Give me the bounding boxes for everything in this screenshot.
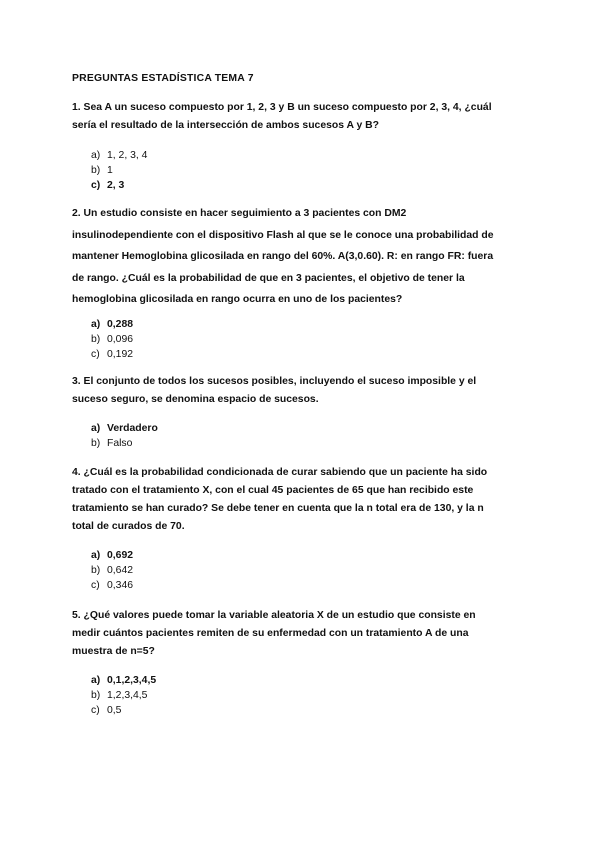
question-text-line: total de curados de 70.: [72, 520, 185, 532]
question-text-line: muestra de n=5?: [72, 645, 155, 657]
question-text-line: suceso seguro, se denomina espacio de sucesos.: [72, 393, 319, 405]
option-b: [91, 163, 540, 178]
option-text: Verdadero: [107, 422, 158, 434]
option-text: 0,288: [107, 318, 134, 330]
option-text: 0,096: [107, 333, 134, 345]
question-text-line: 5. ¿Qué valores puede tomar la variable aleatoria X de un estudio que consiste en: [72, 609, 476, 621]
option-text: 0,5: [107, 704, 122, 716]
option-letter: c): [91, 579, 100, 591]
document-title: PREGUNTAS ESTADÍSTICA TEMA 7: [72, 73, 254, 84]
question-text-line: tratamiento se han curado? Se debe tener en cuenta que la n total era de 130, y la n: [72, 502, 484, 514]
option-letter: c): [91, 348, 100, 360]
option-letter: a): [91, 422, 101, 434]
option-a: [91, 148, 540, 163]
option-letter: b): [91, 437, 101, 449]
question-5: [72, 607, 540, 718]
question-2-text: [72, 203, 540, 311]
question-text-line: de rango. ¿Cuál es la probabilidad de que en 3 pacientes, el objetivo de tener la: [72, 272, 465, 284]
question-text-line: hemoglobina glicosilada en rango ocurra en uno de los pacientes?: [72, 294, 403, 305]
option-b: [91, 332, 540, 347]
question-text-line: 3. El conjunto de todos los sucesos posibles, incluyendo el suceso imposible y el: [72, 375, 477, 387]
option-text: 1,2,3,4,5: [107, 689, 148, 701]
question-4: [72, 464, 540, 593]
question-text-line: sería el resultado de la intersección de ambos sucesos A y B?: [72, 120, 380, 131]
question-3: [72, 373, 540, 451]
option-letter: a): [91, 674, 101, 686]
question-1-options: [72, 148, 540, 193]
option-c: [91, 578, 540, 593]
option-letter: b): [91, 564, 101, 576]
option-text: 2, 3: [107, 180, 125, 191]
option-letter: b): [91, 165, 101, 176]
option-text: 1, 2, 3, 4: [107, 150, 148, 161]
option-c: [91, 703, 540, 718]
question-text-line: 4. ¿Cuál es la probabilidad condicionada de curar sabiendo que un paciente ha sido: [72, 466, 488, 478]
option-b: [91, 688, 540, 703]
option-letter: b): [91, 689, 101, 701]
question-2: [72, 203, 540, 362]
question-5-options: [72, 673, 540, 718]
option-a-correct: [91, 673, 540, 688]
option-c-correct: [91, 178, 540, 193]
option-letter: c): [91, 180, 101, 191]
option-b: [91, 436, 540, 451]
question-3-options: [72, 421, 540, 451]
question-4-options: [72, 548, 540, 593]
option-text: 0,192: [107, 348, 134, 360]
question-4-text: [72, 464, 540, 536]
question-2-options: [72, 317, 540, 362]
option-letter: a): [91, 549, 101, 561]
option-text: 0,1,2,3,4,5: [107, 674, 157, 686]
option-letter: a): [91, 150, 101, 161]
question-text-line: 2. Un estudio consiste en hacer seguimiento a 3 pacientes con DM2: [72, 208, 407, 219]
option-text: 0,642: [107, 564, 134, 576]
option-a-correct: [91, 317, 540, 332]
option-letter: c): [91, 704, 100, 716]
question-1: [72, 99, 540, 193]
question-text-line: 1. Sea A un suceso compuesto por 1, 2, 3 y B un suceso compuesto por 2, 3, 4, ¿cuál: [72, 102, 492, 113]
question-3-text: [72, 373, 540, 409]
option-text: 0,692: [107, 549, 134, 561]
option-b: [91, 563, 540, 578]
option-a-correct: [91, 421, 540, 436]
question-5-text: [72, 607, 540, 661]
question-text-line: medir cuántos pacientes remiten de su enfermedad con un tratamiento A de una: [72, 627, 469, 639]
question-1-text: [72, 99, 540, 135]
question-text-line: mantener Hemoglobina glicosilada en rango del 60%. A(3,0.60). R: en rango FR: fuera: [72, 251, 494, 262]
option-text: 1: [107, 165, 113, 176]
question-text-line: tratado con el tratamiento X, con el cual 45 pacientes de 65 que han recibido este: [72, 484, 474, 496]
option-a-correct: [91, 548, 540, 563]
option-c: [91, 347, 540, 362]
option-letter: b): [91, 333, 101, 345]
question-text-line: insulinodependiente con el dispositivo Flash al que se le conoce una probabilidad de: [72, 229, 494, 241]
option-text: Falso: [107, 437, 133, 449]
option-letter: a): [91, 318, 101, 330]
option-text: 0,346: [107, 579, 134, 591]
